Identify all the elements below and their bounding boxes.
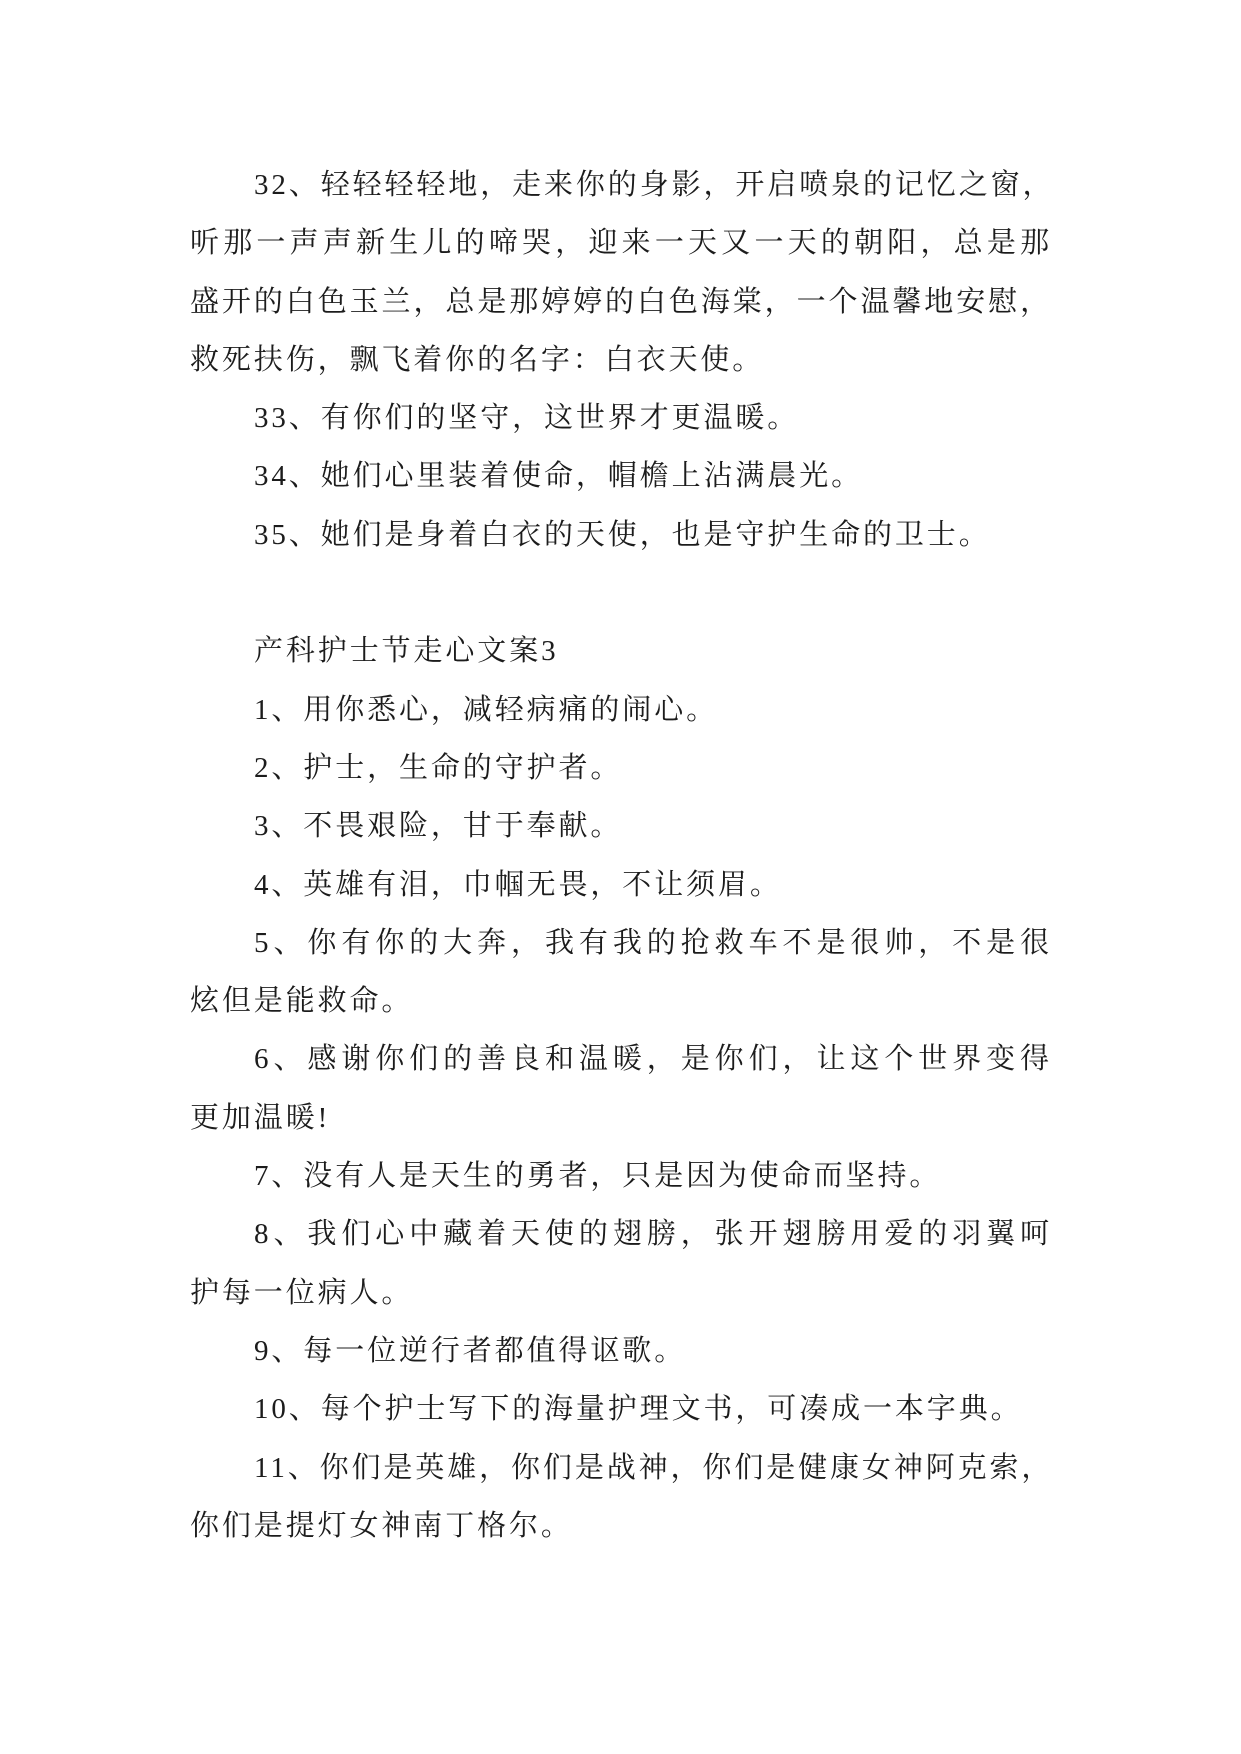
paragraph-line: 34、她们心里装着使命，帽檐上沾满晨光。 — [254, 460, 864, 493]
paragraph-line: 1、用你悉心，减轻病痛的闹心。 — [254, 693, 719, 726]
paragraph-item-5 — [190, 914, 1052, 1031]
paragraph-line: 7、没有人是天生的勇者，只是因为使命而坚持。 — [254, 1160, 942, 1193]
paragraph-item-11 — [190, 1439, 1052, 1556]
paragraph-line: 10、每个护士写下的海量护理文书，可凑成一本字典。 — [254, 1393, 1023, 1426]
paragraph-line: 35、她们是身着白衣的天使，也是守护生命的卫士。 — [254, 518, 991, 551]
paragraph-line: 3、不畏艰险，甘于奉献。 — [254, 810, 623, 843]
paragraph-item-9 — [190, 1322, 1052, 1380]
paragraph-line: 4、英雄有泪，巾帼无畏，不让须眉。 — [254, 868, 782, 901]
paragraph-item-6 — [190, 1030, 1052, 1147]
paragraph-item-2 — [190, 739, 1052, 797]
paragraph-item-8 — [190, 1205, 1052, 1322]
paragraph-line: 9、每一位逆行者都值得讴歌。 — [254, 1334, 687, 1367]
paragraph-line: 11、你们是英雄，你们是战神，你们是健康女神阿克索， — [254, 1451, 1054, 1484]
paragraph-line: 33、有你们的坚守，这世界才更温暖。 — [254, 402, 800, 435]
paragraph-line: 护每一位病人。 — [190, 1276, 414, 1309]
paragraph-line: 你们是提灯女神南丁格尔。 — [190, 1509, 573, 1542]
paragraph-line: 2、护士，生命的守护者。 — [254, 751, 623, 784]
paragraph-item-32 — [190, 156, 1055, 389]
paragraph-line: 炫但是能救命。 — [190, 985, 414, 1018]
blank-line — [190, 564, 1052, 622]
paragraph-item-1 — [190, 681, 1052, 739]
paragraph-line: 5、你有你的大奔，我有我的抢救车不是很帅，不是很 — [254, 926, 1052, 959]
paragraph-item-3 — [190, 797, 1052, 855]
paragraph-line: 盛开的白色玉兰，总是那婷婷的白色海棠，一个温馨地安慰， — [190, 285, 1052, 318]
paragraph-item-34 — [190, 447, 1052, 505]
paragraph-item-7 — [190, 1147, 1052, 1205]
paragraph-line: 6、感谢你们的善良和温暖，是你们，让这个世界变得 — [254, 1043, 1052, 1076]
paragraph-item-33 — [190, 389, 1052, 447]
section-title: 产科护士节走心文案3 — [254, 635, 559, 668]
paragraph-line: 救死扶伤，飘飞着你的名字：白衣天使。 — [190, 343, 765, 376]
paragraph-line: 8、我们心中藏着天使的翅膀，张开翅膀用爱的羽翼呵 — [254, 1218, 1052, 1251]
paragraph-line: 听那一声声新生儿的啼哭，迎来一天又一天的朝阳，总是那 — [190, 227, 1052, 260]
paragraph-item-10 — [190, 1380, 1052, 1438]
paragraph-line: 更加温暖! — [190, 1101, 331, 1134]
paragraph-item-4 — [190, 856, 1052, 914]
paragraph-line: 32、轻轻轻轻地，走来你的身影，开启喷泉的记忆之窗， — [254, 169, 1055, 201]
document-body — [190, 156, 1055, 1555]
paragraph-item-35 — [190, 506, 1052, 564]
